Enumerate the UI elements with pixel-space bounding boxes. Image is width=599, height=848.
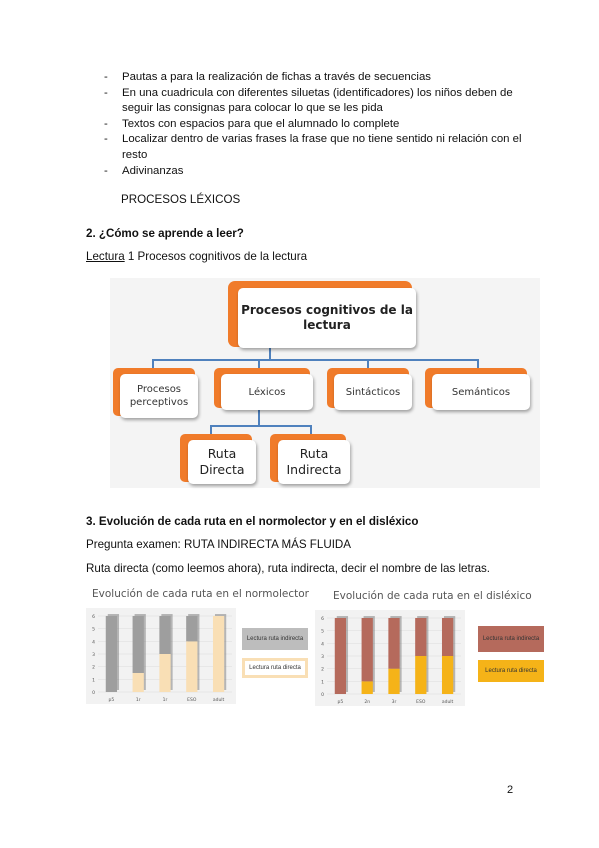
section-2-heading: 2. ¿Cómo se aprende a leer? [86, 227, 244, 240]
bar-segment [106, 616, 117, 692]
node-label: Ruta Indirecta [286, 446, 342, 477]
y-tick-label: 5 [321, 629, 324, 635]
x-tick-label: 2n [364, 700, 371, 705]
bullet-list [104, 70, 524, 179]
cognitive-process-diagram [110, 278, 540, 488]
bullet-marker: - [104, 117, 108, 130]
bar-segment [415, 656, 426, 694]
y-tick-label: 0 [321, 693, 324, 698]
y-tick-label: 1 [92, 678, 95, 684]
bullet-marker: - [104, 86, 108, 99]
legend-label: Lectura ruta indirecta [246, 635, 304, 642]
legend-directa [242, 658, 308, 678]
procesos-lexicos-label: PROCESOS LÉXICOS [121, 193, 241, 206]
bullet-item [104, 117, 524, 133]
bar-segment [415, 618, 426, 656]
y-tick-label: 5 [92, 627, 95, 633]
node-semanticos [432, 374, 530, 410]
y-tick-label: 4 [321, 642, 324, 648]
bullet-item [104, 132, 524, 163]
bar-segment [186, 616, 197, 641]
x-tick-label: p5 [108, 698, 115, 703]
bullet-text: En una cuadricula con diferentes siluetas (identificadores) los niños deben de seguir las consignas para colocar lo que se les pida [122, 86, 513, 115]
y-tick-label: 2 [321, 667, 324, 673]
bullet-text: Textos con espacios para que el alumnado lo complete [122, 117, 400, 130]
root-box [238, 288, 416, 348]
bullet-marker: - [104, 133, 108, 146]
node-label: Semánticos [451, 386, 511, 398]
chart-title: Evolución de cada ruta en el disléxico [333, 590, 532, 602]
connector [258, 408, 260, 426]
y-tick-label: 6 [321, 617, 324, 622]
node-label: Léxicos [248, 386, 286, 398]
figure-caption [86, 250, 307, 263]
x-tick-label: 1r [162, 698, 168, 703]
bar-segment [362, 618, 373, 681]
bar-segment [388, 669, 399, 694]
bullet-text: Localizar dentro de varias frases la frase que no tiene sentido ni relación con el resto [122, 133, 522, 161]
bar-segment [362, 681, 373, 694]
x-tick-label: ESO [416, 700, 426, 705]
bar-segment [186, 641, 197, 692]
y-tick-label: 3 [92, 653, 95, 658]
legend-indirecta [478, 626, 544, 652]
bar-segment [159, 616, 170, 654]
x-tick-label: 3r [391, 700, 397, 705]
x-tick-label: adult [212, 698, 225, 703]
legend-label: Lectura ruta directa [249, 664, 301, 671]
root-label: Procesos cognitivos de la lectura [241, 303, 413, 332]
caption-link[interactable]: Lectura [86, 250, 125, 263]
bar-segment [133, 616, 144, 673]
y-tick-label: 2 [92, 665, 95, 671]
node-sintacticos [334, 374, 412, 410]
bullet-marker: - [104, 164, 108, 177]
x-tick-label: ESO [187, 698, 197, 703]
bullet-text: Adivinanzas [122, 164, 184, 177]
bar-segment [335, 618, 346, 694]
node-label: Ruta Directa [199, 446, 245, 477]
x-tick-label: 1r [135, 698, 141, 703]
section-3-line-2: Ruta directa (como leemos ahora), ruta indirecta, decir el nombre de las letras. [86, 562, 491, 575]
chart-normolector [86, 586, 311, 706]
y-tick-label: 0 [92, 691, 95, 696]
bar-segment [442, 618, 453, 656]
bar-segment [388, 618, 399, 669]
chart-plot [86, 608, 236, 704]
node-ruta-indirecta [278, 440, 350, 484]
x-tick-label: p5 [337, 700, 344, 705]
bullet-item [104, 86, 524, 117]
section-3-line-1: Pregunta examen: RUTA INDIRECTA MÁS FLUIDA [86, 538, 352, 551]
bullet-item [104, 164, 524, 180]
bar-segment [159, 654, 170, 692]
section-3-heading: 3. Evolución de cada ruta en el normolector y en el disléxico [86, 515, 419, 528]
bullet-text: Pautas a para la realización de fichas a través de secuencias [122, 71, 431, 83]
node-label: Sintácticos [345, 386, 401, 398]
legend-indirecta [242, 628, 308, 650]
bullet-item [104, 70, 524, 86]
node-perceptivos [120, 374, 198, 418]
y-tick-label: 4 [92, 640, 95, 646]
legend-directa [478, 660, 544, 682]
node-label: Procesos perceptivos [129, 384, 189, 408]
connector [210, 425, 310, 427]
chart-dislexico [315, 588, 547, 710]
y-tick-label: 6 [92, 615, 95, 620]
bullet-marker: - [104, 71, 108, 83]
bar-segment [213, 616, 224, 692]
bar-segment [133, 673, 144, 692]
x-tick-label: adult [441, 700, 454, 705]
legend-label: Lectura ruta directa [485, 667, 537, 674]
bar-segment [442, 656, 453, 694]
node-ruta-directa [188, 440, 256, 484]
y-tick-label: 1 [321, 680, 324, 686]
chart-title: Evolución de cada ruta en el normolector [92, 588, 309, 600]
node-lexicos [221, 374, 313, 410]
legend-label: Lectura ruta indirecta [482, 635, 540, 642]
connector [152, 359, 479, 361]
chart-plot [315, 610, 465, 706]
page-number: 2 [507, 784, 514, 796]
y-tick-label: 3 [321, 655, 324, 660]
caption-rest: 1 Procesos cognitivos de la lectura [124, 250, 308, 263]
